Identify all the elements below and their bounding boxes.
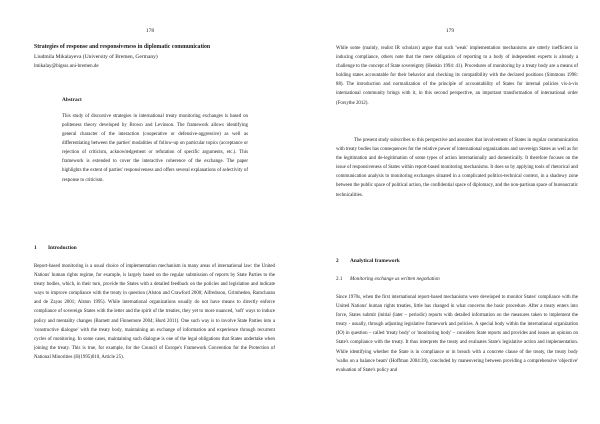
right-page [300, 0, 600, 424]
section-2-1-heading [336, 276, 440, 282]
author-email: lmikalay@bigsss.uni-bremen.de [34, 64, 99, 69]
section-2-title: Analytical framework [350, 258, 400, 264]
paper-title: Strategies of response and responsiveness in diplomatic communication [34, 44, 211, 50]
section-1-number: 1 [34, 245, 37, 251]
section-2-heading [336, 258, 400, 264]
author-line: Liudmila Mikalayeva (University of Bremen, Germany) [34, 54, 158, 60]
section-2-number: 2 [336, 258, 339, 264]
section-2-1-text: Since 1970s, when the first international report-based mechanisms were developed to monitor States' compliance with the United Nations' human rights treaties, little has changed in what concerns the basic procedure. After a treaty enters into force, States submit (initial (later – periodic) reports with detailed information on the measures taken to implement the treaty - usually, through adjusting legislative framework and policies. A special body within the international organization (IO) in question – called 'treaty body' or 'monitoring body' – considers State reports and provides and issues an opinion on State's compliance with the treaty. It thus interprets the treaty and evaluates State's legislative action and implementation. While identifying whether the State is in compliance or in breach with a concrete clause of the treaty, the treaty body 'walks on a balance beam' (Hoffman 2004:39), concluded by maneuvering between providing a comprehensive 'objective' evaluation of State's policy and [336, 295, 578, 373]
abstract-text: This study of discursive strategies in international treaty monitoring exchanges is based on politeness theory developed by Brown and Levinson. The framework allows identifying general character of the interaction (cooperative or defensive-aggressive) as well as differentiating between the parties' modalities of follow-up on particular topics (acceptance or rejection of criticism, acknowledgement or refutation of specific arguments, etc.). This framework is extended to cover the interactive coherence of the exchange. The paper highlights the extent of parties' responsiveness and offers several explanations of selectivity of response to criticism. [62, 113, 248, 183]
section-1-heading [34, 245, 77, 251]
section-2-1-title: Monitoring exchange as written negotiation [350, 276, 440, 282]
page-number-right: 179 [445, 28, 455, 34]
present-study-paragraph: The present study subscribes to this perspective and assumes that involvement of States in regular communication with treaty bodies has consequences for the relative power of international organizations and sovereign States as well as for the legitimation and de-legitimation of some types of action internationally and domestically. It therefore focuses on the issue of responsiveness of States within report-based monitoring mechanisms. It does so by applying tools of rhetorical and communication analysis to monitoring exchanges situated in a complicated politico-technical context, in a shadowy zone between the public space of political action, the confidential space of diplomacy, and the non-partisan space of bureaucratic technicalities. [336, 138, 578, 198]
intro-paragraph: While some (mainly, realist IR scholars) argue that such 'weak' implementation mechanisms are utterly inefficient in inducing compliance, others note that the mere obligation of reporting to a body of independent experts is already a challenge to the concept of State sovereignty (Henkin 1994: 41). Procedures of monitoring by a treaty body are a means of holding states accountable for their behavior and checking its compatibility with the declared positions (Simmons 1998: 88). The introduction and normalization of the principle of accountability of States for internal policies vis-à-vis international community brings with it, in this second perspective, an important transformation of international order (Forsythe 2012). [336, 46, 578, 106]
page-number-left: 178 [145, 28, 155, 34]
section-1-text: Report-based monitoring is a usual choice of implementation mechanism in many areas of international law: the United Nations' human rights regime, for example, is largely based on the regular submission of reports by State Parties to the treaty bodies, which, in their turn, provide the States with a detailed feedback on the policies and legislation and indicate ways to improve compliance with the treaty in question (Alston and Crawford 2000; Alfredsson, Grimheden, Ramcharan and de Zayas 2001; Alston 1995). While international organizations usually do not have means to directly enforce compliance of sovereign States with the letter and the spirit of the treaties, they yet to more nuanced, 'soft' ways to induce policy and mentality changes (Barnett and Finnemore 2004; Hurd 2011). One such way is to involve State Parties into a 'constructive dialogue' with the treaty body, maintaining an exchange of information and experience through recurrent cycles of monitoring. In some cases, maintaining such dialogue is one of the legal obligations that States undertake when joining the treaty. This is true, for example, for the Council of Europe's Framework Convention for the Protection of National Minorities (H(1995)010, Article 25). [34, 264, 275, 360]
abstract-heading: Abstract [62, 97, 82, 103]
section-2-1-number: 2.1 [336, 276, 343, 282]
section-1-title: Introduction [48, 245, 77, 251]
